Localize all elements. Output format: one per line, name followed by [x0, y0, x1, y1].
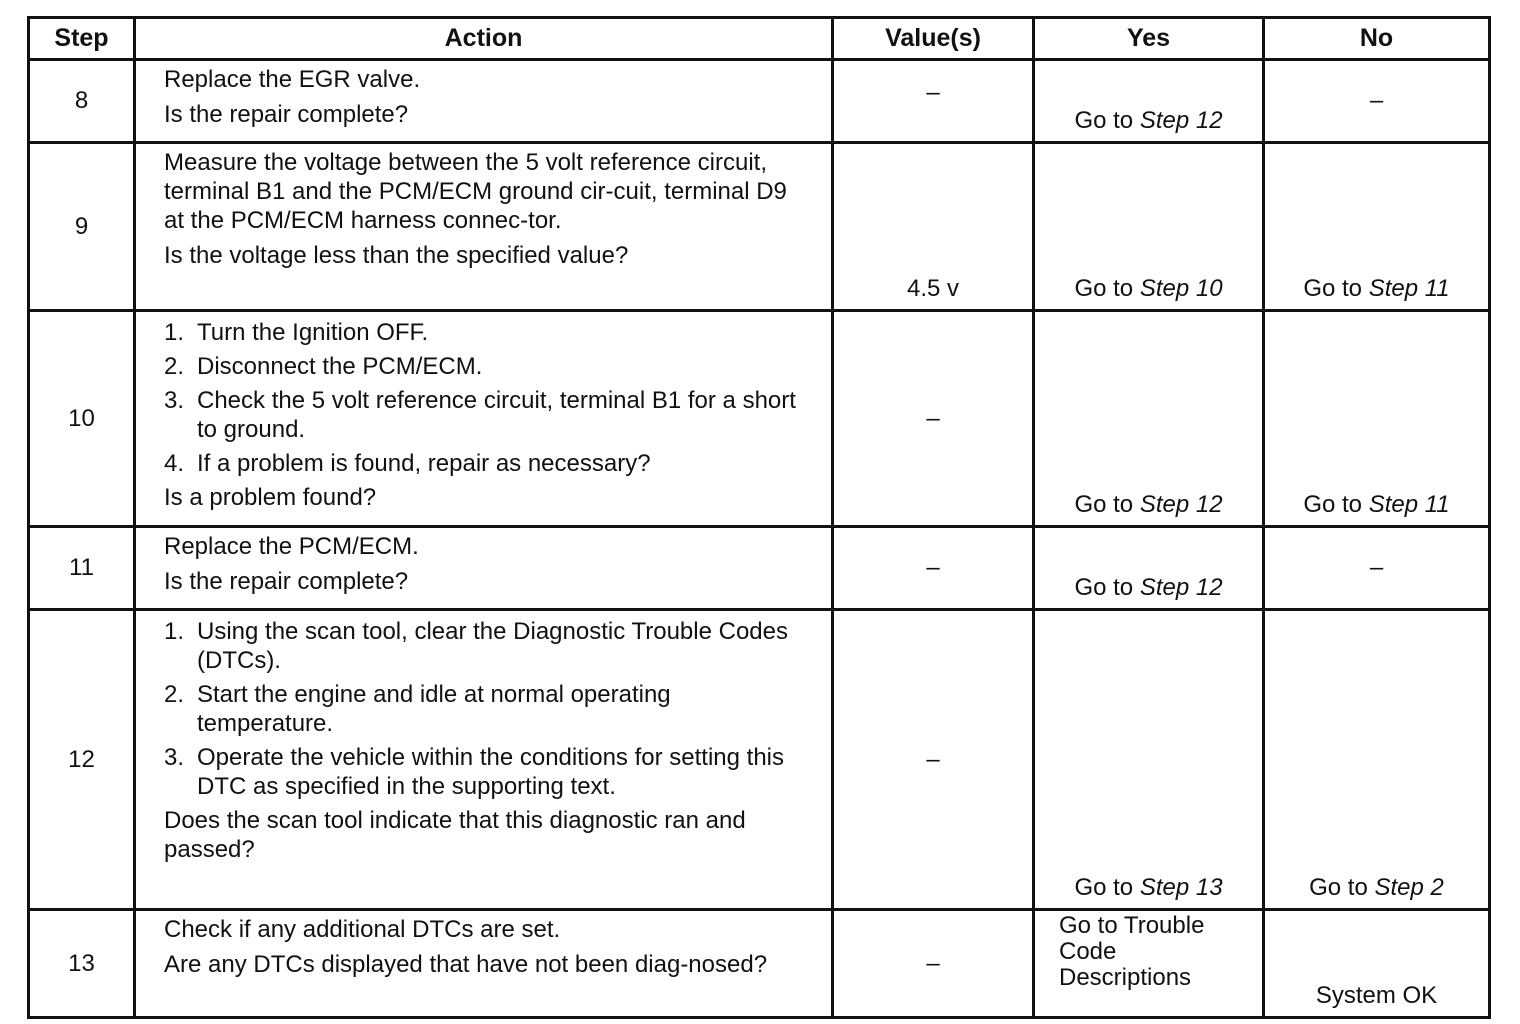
goto-link[interactable]: [1035, 107, 1262, 135]
no-cell: [1264, 60, 1490, 143]
trouble-code-link[interactable]: Go to Trouble Code Descriptions: [1059, 912, 1205, 991]
system-ok-text: System OK: [1315, 982, 1438, 1009]
table-row: [29, 527, 1490, 610]
action-instruction: Replace the EGR valve.: [164, 66, 421, 93]
header-yes: Yes: [1034, 18, 1264, 60]
table-row: [29, 143, 1490, 311]
action-question: Is the repair complete?: [164, 101, 409, 128]
step-cell: 10: [29, 311, 135, 527]
value-text: –: [926, 949, 940, 977]
value-cell: [833, 60, 1034, 143]
goto-link[interactable]: [1035, 874, 1262, 902]
action-item-number: 2.: [164, 353, 185, 380]
action-cell: [135, 60, 833, 143]
action-item-number: 1.: [164, 319, 185, 346]
action-question: Does the scan tool indicate that this diagnostic ran and passed?: [164, 807, 746, 863]
action-question: Is the voltage less than the specified value?: [164, 242, 629, 269]
yes-cell: [1034, 910, 1264, 1018]
goto-prefix: Go to: [1074, 574, 1134, 601]
action-list-item: [164, 617, 811, 675]
no-cell: [1264, 311, 1490, 527]
step-reference[interactable]: Step 2: [1374, 874, 1444, 901]
value-text: –: [926, 745, 940, 773]
action-item-text: Using the scan tool, clear the Diagnostic Trouble Codes (DTCs).: [197, 618, 788, 674]
action-cell: [135, 311, 833, 527]
action-item-number: 2.: [164, 681, 185, 708]
value-text: 4.5 v: [906, 275, 960, 302]
header-action: Action: [135, 18, 833, 60]
goto-prefix: Go to: [1074, 107, 1134, 134]
goto-link[interactable]: [1035, 574, 1262, 602]
action-instruction: Replace the PCM/ECM.: [164, 533, 419, 560]
header-step: Step: [29, 18, 135, 60]
action-question: Are any DTCs displayed that have not been diag-nosed?: [164, 951, 768, 978]
yes-cell: [1034, 527, 1264, 610]
action-item-number: 3.: [164, 387, 185, 414]
step-cell: 12: [29, 610, 135, 910]
diagnostic-table: [27, 16, 1491, 1019]
action-list-item: [164, 680, 811, 738]
yes-cell: [1034, 60, 1264, 143]
action-cell: [135, 143, 833, 311]
header-no: No: [1264, 18, 1490, 60]
no-cell: [1264, 527, 1490, 610]
no-cell: [1264, 610, 1490, 910]
outcome-text: –: [1369, 87, 1384, 114]
value-text: –: [926, 79, 940, 106]
action-item-number: 4.: [164, 450, 185, 477]
table-row: [29, 311, 1490, 527]
goto-prefix: Go to: [1303, 491, 1363, 518]
header-row: [29, 18, 1490, 60]
action-item-text: Check the 5 volt reference circuit, terminal B1 for a short to ground.: [197, 387, 796, 443]
table-body: [29, 60, 1490, 1018]
action-list-item: [164, 743, 811, 801]
action-question: Is the repair complete?: [164, 568, 409, 595]
goto-prefix: Go to: [1303, 275, 1363, 302]
goto-link[interactable]: [1265, 874, 1488, 902]
action-item-text: Turn the Ignition OFF.: [197, 319, 429, 346]
yes-cell: [1034, 311, 1264, 527]
step-reference[interactable]: Step 11: [1368, 275, 1450, 302]
step-reference[interactable]: Step 12: [1139, 574, 1223, 601]
action-list-item: [164, 449, 811, 478]
action-item-number: 1.: [164, 618, 185, 645]
action-item-text: Operate the vehicle within the conditions for setting this DTC as specified in the supporting text.: [197, 744, 784, 800]
action-cell: [135, 527, 833, 610]
step-reference[interactable]: Step 12: [1139, 491, 1223, 518]
step-reference[interactable]: Step 11: [1368, 491, 1450, 518]
no-cell: [1264, 143, 1490, 311]
action-list-item: [164, 386, 811, 444]
step-reference[interactable]: Step 13: [1139, 874, 1223, 901]
value-cell: [833, 143, 1034, 311]
value-cell: [833, 910, 1034, 1018]
action-question: Is a problem found?: [164, 484, 377, 511]
goto-prefix: Go to: [1309, 874, 1368, 901]
goto-prefix: Go to: [1074, 275, 1134, 302]
step-reference[interactable]: Step 10: [1139, 275, 1223, 302]
action-item-number: 3.: [164, 744, 185, 771]
value-text: –: [926, 554, 940, 581]
goto-link[interactable]: [1035, 491, 1262, 519]
outcome-text: –: [1369, 554, 1384, 581]
table-row: [29, 610, 1490, 910]
yes-cell: [1034, 143, 1264, 311]
action-list-item: [164, 352, 811, 381]
step-cell: 9: [29, 143, 135, 311]
action-item-text: Disconnect the PCM/ECM.: [197, 353, 483, 380]
goto-link[interactable]: [1035, 275, 1262, 303]
step-cell: 13: [29, 910, 135, 1018]
no-cell: [1264, 910, 1490, 1018]
value-cell: [833, 311, 1034, 527]
action-instruction: Check if any additional DTCs are set.: [164, 916, 561, 943]
goto-link[interactable]: [1265, 275, 1488, 303]
goto-prefix: Go to: [1074, 874, 1134, 901]
value-text: –: [926, 404, 940, 432]
step-cell: 11: [29, 527, 135, 610]
value-cell: [833, 527, 1034, 610]
step-reference[interactable]: Step 12: [1139, 107, 1223, 134]
table-row: [29, 910, 1490, 1018]
action-item-text: If a problem is found, repair as necessary?: [197, 450, 651, 477]
yes-cell: [1034, 610, 1264, 910]
table-row: [29, 60, 1490, 143]
action-item-text: Start the engine and idle at normal operating temperature.: [197, 681, 671, 737]
action-cell: [135, 910, 833, 1018]
action-list-item: [164, 318, 811, 347]
step-cell: 8: [29, 60, 135, 143]
goto-prefix: Go to: [1074, 491, 1134, 518]
value-cell: [833, 610, 1034, 910]
action-cell: [135, 610, 833, 910]
header-values: Value(s): [833, 18, 1034, 60]
goto-link[interactable]: [1265, 491, 1488, 519]
action-instruction: Measure the voltage between the 5 volt reference circuit, terminal B1 and the PCM/ECM ground cir-cuit, terminal D9 at the PCM/ECM harness connec-tor.: [164, 149, 787, 234]
